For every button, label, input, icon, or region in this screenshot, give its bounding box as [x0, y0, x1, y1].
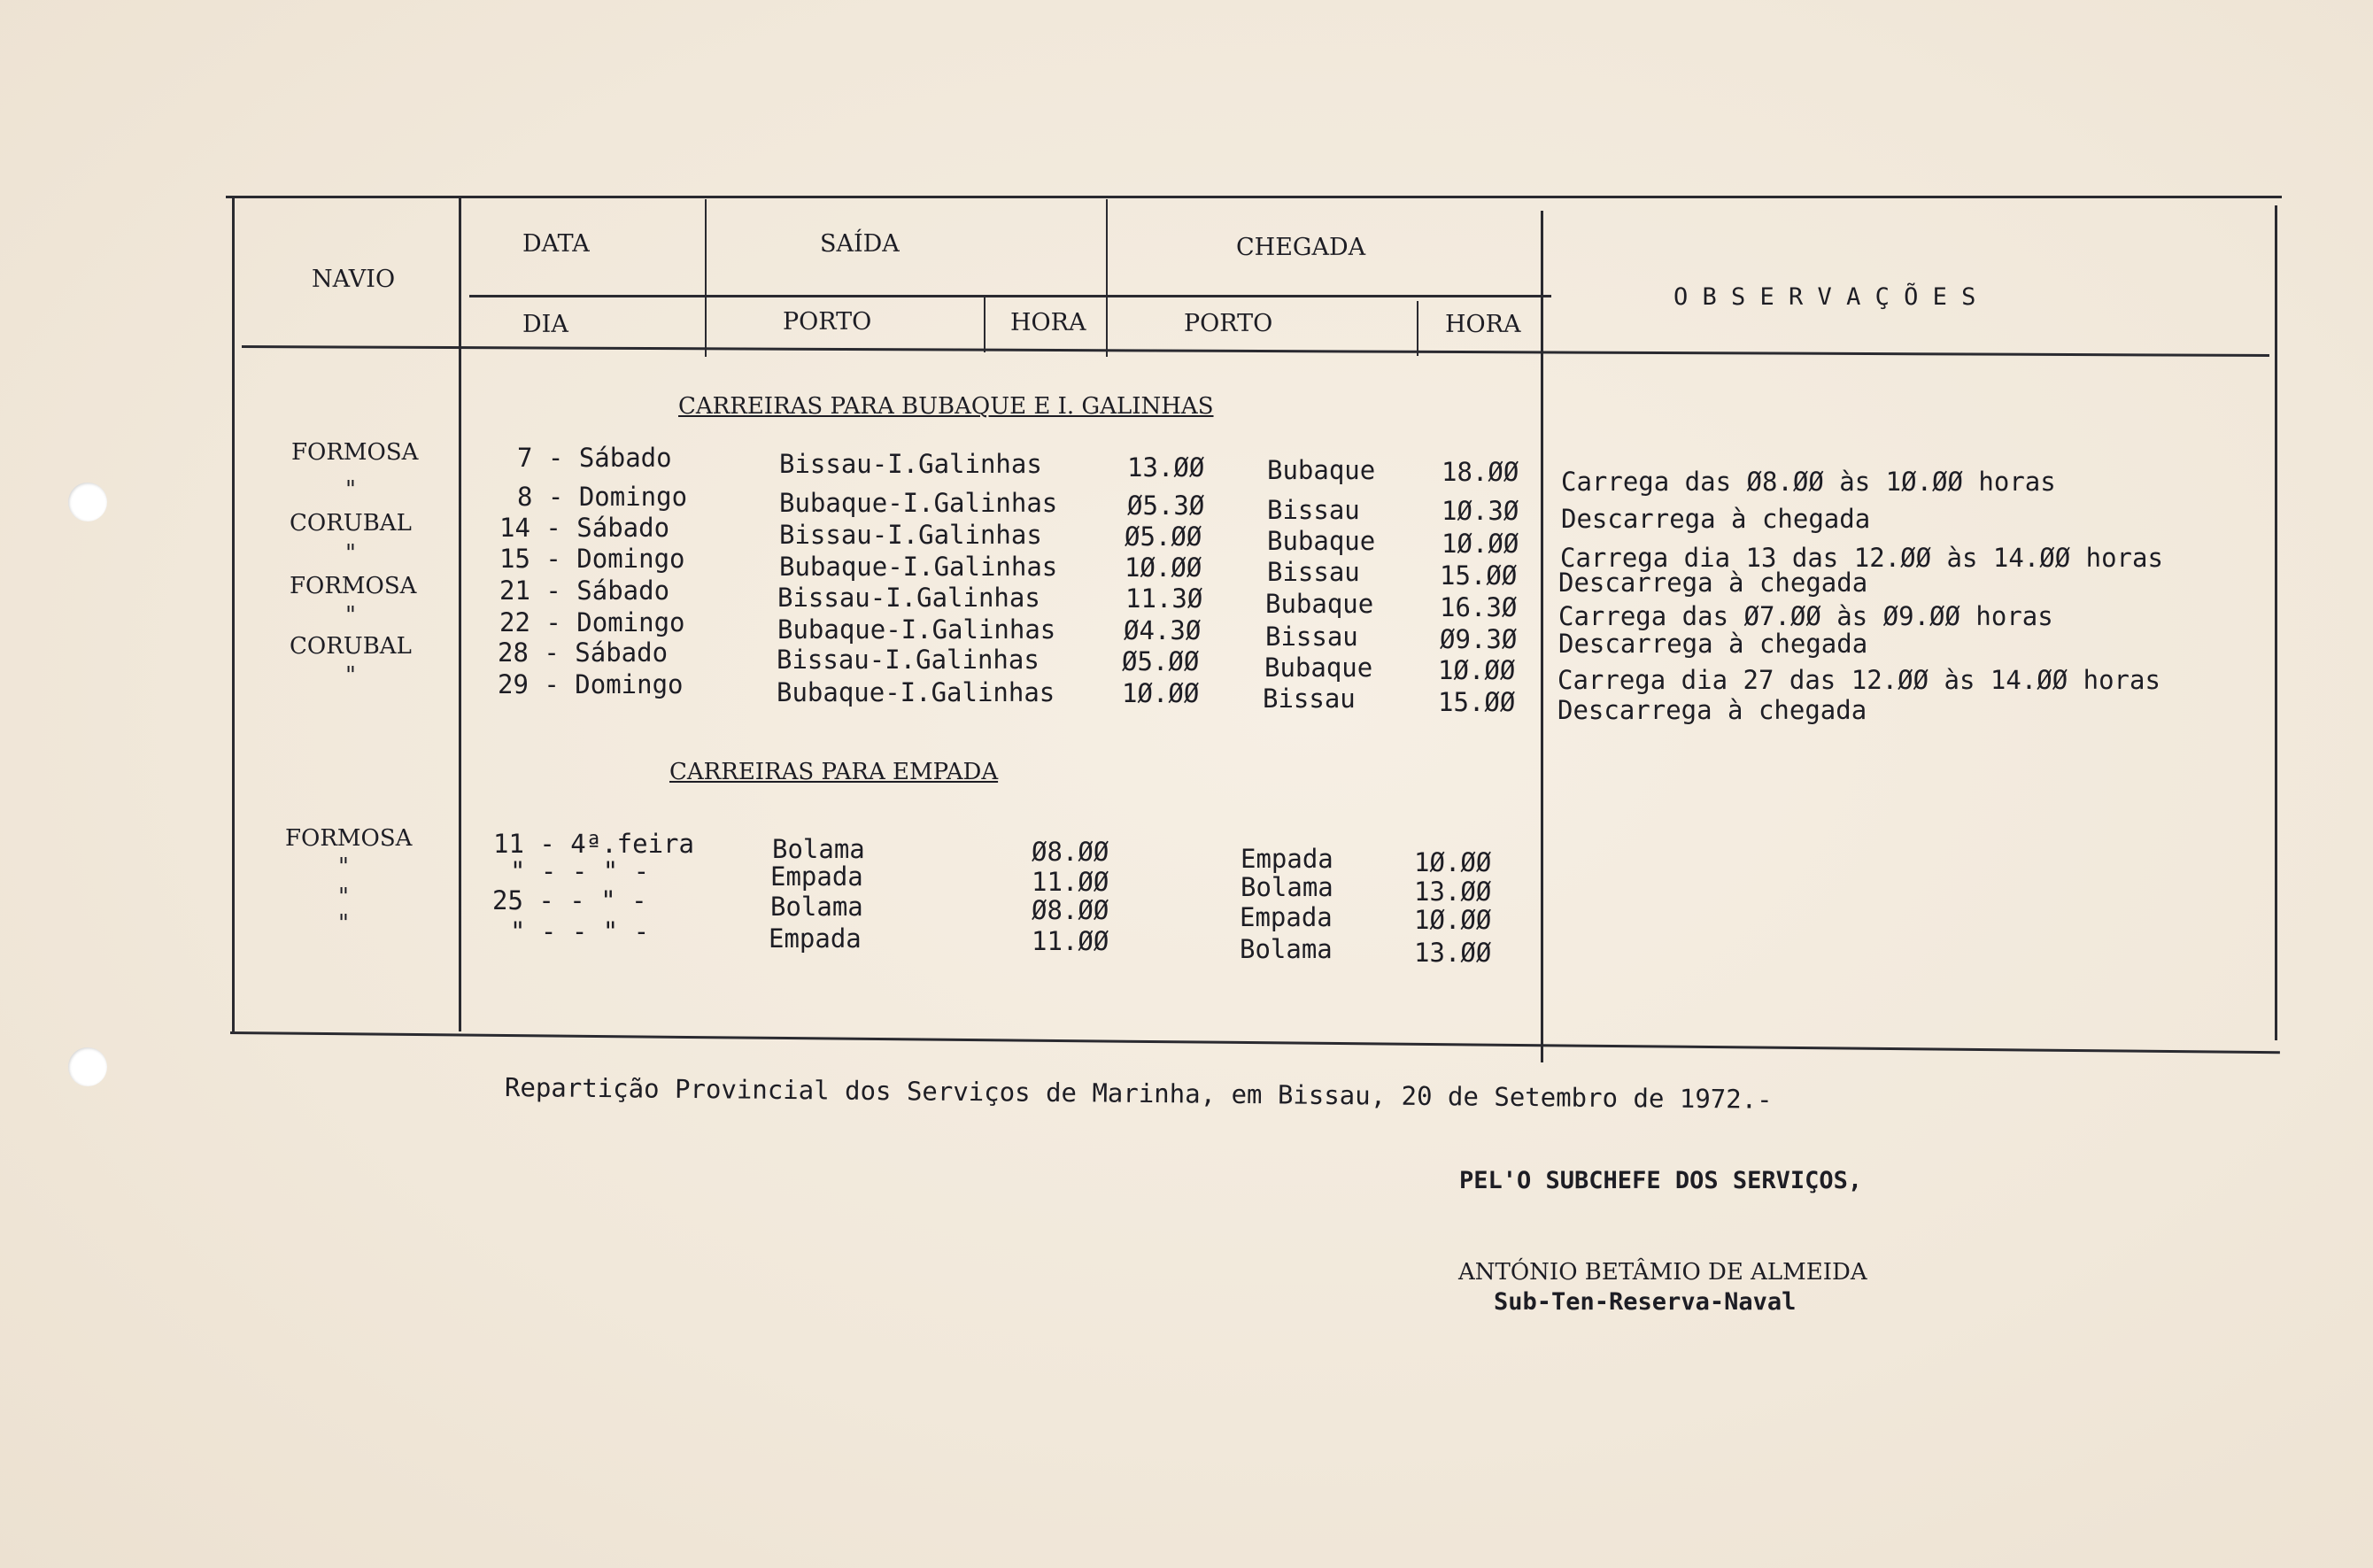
table-row-obs: Carrega dia 27 das 12.ØØ às 14.ØØ horas [1558, 665, 2160, 695]
table-row-dia: 21 - Sábado [499, 575, 670, 606]
table-right-border [2275, 205, 2277, 1040]
table-row-hora-chegada: 15.ØØ [1440, 560, 1518, 591]
table-row-porto-saida: Bubaque-I.Galinhas [779, 488, 1058, 518]
table-row-dia: 28 - Sábado [498, 637, 669, 668]
header-porto-chegada: PORTO [1184, 310, 1273, 337]
table-row-porto-saida: Bolama [770, 892, 863, 922]
table-row-obs: Carrega das Ø7.ØØ às Ø9.ØØ horas [1558, 601, 2053, 631]
header-observacoes: O B S E R V A Ç Õ E S [1673, 283, 1976, 311]
table-row-hora-chegada: 1Ø.ØØ [1414, 847, 1492, 877]
table-row-hora-chegada: 1Ø.ØØ [1414, 905, 1492, 935]
table-row-obs: Carrega dia 13 das 12.ØØ às 14.ØØ horas [1560, 543, 2163, 573]
table-row-hora-saida: Ø4.3Ø [1124, 615, 1202, 645]
table-row-porto-chegada: Bubaque [1265, 589, 1374, 619]
table-row-obs: Carrega das Ø8.ØØ às 1Ø.ØØ horas [1561, 467, 2056, 497]
table-row-porto-chegada: Bolama [1240, 934, 1333, 964]
header-data: DATA [522, 230, 590, 258]
table-row-dia: 22 - Domingo [499, 607, 685, 637]
footer-place-date: Repartição Provincial dos Serviços de Marinha, em Bissau, 20 de Setembro de 1972.- [504, 1072, 1773, 1115]
table-row-dia: 8 - Domingo [517, 482, 688, 512]
table-row-navio: CORUBAL [290, 633, 412, 660]
punch-hole-bottom [68, 1047, 107, 1086]
table-row-porto-chegada: Bubaque [1267, 526, 1376, 556]
table-row-obs: Descarrega à chegada [1561, 504, 1871, 534]
table-row-porto-saida: Bubaque-I.Galinhas [777, 677, 1055, 707]
table-row-dia: 14 - Sábado [499, 513, 670, 543]
table-row-navio: FORMOSA [291, 439, 419, 466]
table-row-dia: 11 - 4ª.feira [493, 829, 694, 859]
table-row-hora-saida: Ø8.ØØ [1032, 837, 1109, 867]
table-row-navio: " [345, 540, 356, 567]
table-row-porto-saida: Bissau-I.Galinhas [777, 645, 1040, 675]
table-row-porto-saida: Bissau-I.Galinhas [779, 449, 1042, 479]
table-row-hora-saida: 11.ØØ [1032, 867, 1109, 897]
table-row-porto-chegada: Bubaque [1267, 455, 1376, 485]
table-row-hora-chegada: 13.ØØ [1414, 877, 1492, 907]
header-mid-rule [469, 295, 1551, 297]
footer-signatory-name: ANTÓNIO BETÂMIO DE ALMEIDA [1458, 1259, 1867, 1286]
header-navio: NAVIO [312, 266, 396, 293]
table-row-porto-saida: Bissau-I.Galinhas [777, 583, 1040, 613]
table-row-hora-saida: Ø8.ØØ [1032, 895, 1109, 925]
table-row-dia: 7 - Sábado [517, 443, 672, 473]
table-row-navio: " [338, 910, 349, 937]
table-row-navio: " [345, 602, 356, 629]
table-row-hora-saida: Ø5.ØØ [1125, 521, 1202, 552]
table-row-navio: " [338, 854, 349, 880]
table-row-porto-saida: Bissau-I.Galinhas [779, 520, 1042, 550]
table-row-porto-chegada: Bubaque [1264, 653, 1373, 683]
navio-column-divider [459, 197, 461, 1031]
table-row-obs: Descarrega à chegada [1558, 695, 1867, 725]
table-row-obs: Descarrega à chegada [1558, 568, 1868, 598]
observacoes-column-divider [1541, 211, 1543, 1062]
table-row-navio: FORMOSA [290, 573, 417, 599]
chegada-porto-hora-divider [1417, 301, 1418, 356]
table-row-porto-saida: Empada [770, 861, 863, 892]
table-row-porto-chegada: Empada [1241, 844, 1333, 874]
table-row-hora-chegada: 1Ø.ØØ [1442, 529, 1519, 559]
header-hora-chegada: HORA [1445, 311, 1521, 338]
table-row-porto-chegada: Bissau [1263, 684, 1356, 714]
table-row-hora-chegada: 13.ØØ [1414, 938, 1492, 968]
table-row-hora-chegada: 1Ø.3Ø [1442, 496, 1519, 526]
table-row-porto-saida: Bolama [772, 834, 865, 864]
header-saida: SAÍDA [820, 230, 900, 258]
header-chegada: CHEGADA [1236, 234, 1366, 261]
table-row-porto-saida: Bubaque-I.Galinhas [779, 552, 1058, 582]
table-row-dia: 29 - Domingo [498, 669, 684, 699]
table-row-hora-chegada: 1Ø.ØØ [1438, 655, 1516, 685]
table-row-porto-chegada: Bissau [1267, 495, 1360, 525]
table-row-porto-chegada: Bissau [1267, 557, 1360, 587]
table-row-hora-chegada: 16.3Ø [1440, 592, 1518, 622]
table-row-hora-saida: Ø5.ØØ [1122, 646, 1200, 676]
table-row-hora-saida: Ø5.3Ø [1127, 490, 1205, 521]
section-title-empada: CARREIRAS PARA EMPADA [669, 759, 999, 785]
table-row-hora-saida: 13.ØØ [1127, 452, 1205, 483]
header-porto-saida: PORTO [783, 308, 872, 336]
table-row-dia: 25 - - " - [492, 885, 647, 915]
table-row-obs: Descarrega à chegada [1558, 629, 1868, 659]
table-row-navio: " [338, 884, 349, 910]
table-row-navio: " [345, 662, 356, 689]
table-row-navio: " [345, 476, 356, 503]
table-row-navio: FORMOSA [285, 825, 413, 852]
table-row-hora-chegada: Ø9.3Ø [1440, 624, 1518, 654]
table-row-hora-saida: 11.3Ø [1125, 583, 1203, 614]
header-hora-saida: HORA [1010, 309, 1086, 336]
footer-signatory-rank: Sub-Ten-Reserva-Naval [1494, 1288, 1797, 1316]
table-row-porto-chegada: Bissau [1265, 622, 1358, 652]
table-top-border [226, 196, 2282, 198]
saida-porto-hora-divider [984, 297, 986, 352]
section-title-bubaque: CARREIRAS PARA BUBAQUE E I. GALINHAS [678, 393, 1214, 420]
table-row-hora-saida: 11.ØØ [1032, 926, 1109, 956]
table-row-dia: 15 - Domingo [499, 544, 685, 574]
table-row-navio: CORUBAL [290, 510, 412, 537]
table-row-porto-saida: Bubaque-I.Galinhas [777, 614, 1056, 645]
table-row-hora-chegada: 18.ØØ [1442, 457, 1519, 487]
table-row-dia: " - - " - [510, 856, 650, 886]
table-row-porto-chegada: Bolama [1241, 872, 1333, 902]
table-bottom-border [230, 1031, 2280, 1054]
header-dia: DIA [522, 311, 568, 338]
table-left-border [232, 197, 235, 1031]
footer-signoff: PEL'O SUBCHEFE DOS SERVIÇOS, [1459, 1167, 1863, 1194]
header-bottom-rule [242, 345, 2269, 357]
table-row-dia: " - - " - [510, 916, 650, 946]
table-row-porto-saida: Empada [769, 923, 862, 954]
table-row-hora-chegada: 15.ØØ [1438, 687, 1516, 717]
saida-chegada-divider [1106, 199, 1108, 357]
table-row-hora-saida: 1Ø.ØØ [1122, 678, 1200, 708]
punch-hole-top [68, 483, 107, 521]
table-row-porto-chegada: Empada [1240, 902, 1333, 932]
data-saida-divider [705, 199, 707, 357]
table-row-hora-saida: 1Ø.ØØ [1125, 552, 1202, 583]
